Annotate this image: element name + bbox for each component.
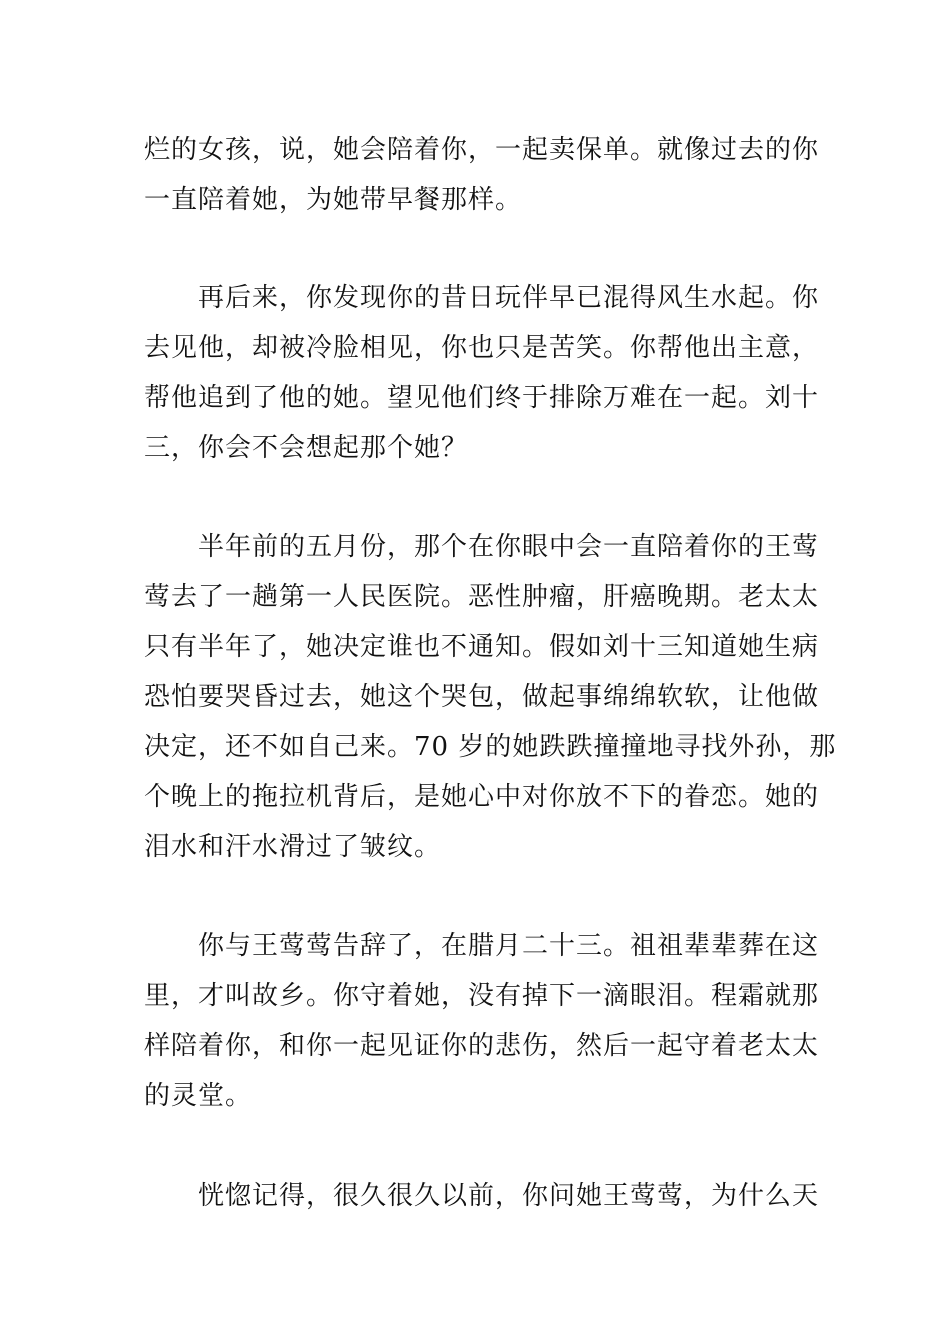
paragraph-3-line-3: 只有半年了，她决定谁也不通知。假如刘十三知道她生病	[144, 632, 820, 662]
paragraph-4-line-1: 你与王莺莺告辞了，在腊月二十三。祖祖辈辈葬在这	[198, 931, 820, 961]
paragraph-3-line-2: 莺去了一趟第一人民医院。恶性肿瘤，肝癌晚期。老太太	[144, 582, 820, 612]
paragraph-2-line-2: 去见他，却被冷脸相见，你也只是苦笑。你帮他出主意，	[144, 333, 820, 363]
paragraph-3-line-7: 泪水和汗水滑过了皱纹。	[144, 832, 442, 862]
paragraph-4-line-3: 样陪着你，和你一起见证你的悲伤，然后一起守着老太太	[144, 1031, 820, 1061]
paragraph-2-line-1: 再后来，你发现你的昔日玩伴早已混得风生水起。你	[198, 283, 820, 313]
paragraph-2-line-3: 帮他追到了他的她。望见他们终于排除万难在一起。刘十	[144, 383, 820, 413]
paragraph-4-line-4: 的灵堂。	[144, 1081, 253, 1111]
paragraph-3-line-6: 个晚上的拖拉机背后，是她心中对你放不下的眷恋。她的	[144, 782, 820, 812]
paragraph-4-line-2: 里，才叫故乡。你守着她，没有掉下一滴眼泪。程霜就那	[144, 981, 820, 1011]
paragraph-3-line-5: 决定，还不如自己来。70 岁的她跌跌撞撞地寻找外孙，那	[144, 732, 837, 762]
paragraph-3-line-1: 半年前的五月份，那个在你眼中会一直陪着你的王莺	[198, 532, 820, 562]
paragraph-2-line-4: 三，你会不会想起那个她？	[144, 433, 469, 463]
paragraph-1-line-2: 一直陪着她，为她带早餐那样。	[144, 185, 523, 215]
paragraph-1-line-1: 烂的女孩，说，她会陪着你，一起卖保单。就像过去的你	[144, 135, 820, 165]
paragraph-3-line-4: 恐怕要哭昏过去，她这个哭包，做起事绵绵软软，让他做	[144, 682, 820, 712]
paragraph-5-line-1: 恍惚记得，很久很久以前，你问她王莺莺，为什么天	[198, 1181, 820, 1211]
